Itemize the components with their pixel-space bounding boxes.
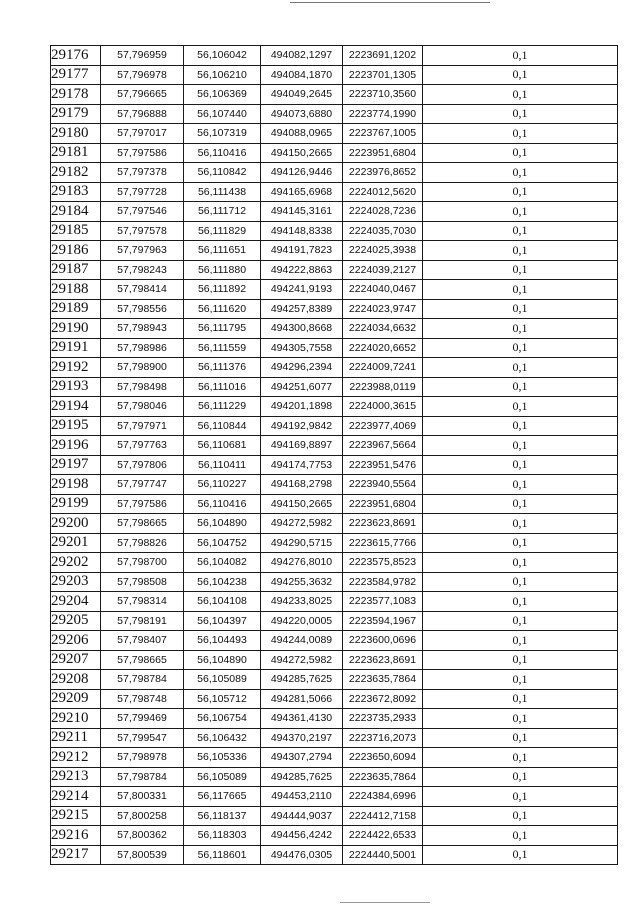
y-coordinate-cell: 2223623,8691 (343, 514, 423, 534)
y-coordinate-cell: 2224440,5001 (343, 845, 423, 865)
table-row (51, 338, 618, 358)
table-row (51, 221, 618, 241)
accuracy-cell: 0,1 (423, 709, 618, 729)
latitude-cell: 57,798784 (101, 670, 184, 690)
point-number-cell: 29206 (51, 631, 101, 651)
accuracy-cell: 0,1 (423, 182, 618, 202)
latitude-cell: 57,798986 (101, 338, 184, 358)
accuracy-cell: 0,1 (423, 221, 618, 241)
x-coordinate-cell: 494300,8668 (261, 319, 343, 339)
latitude-cell: 57,797728 (101, 182, 184, 202)
accuracy-cell: 0,1 (423, 553, 618, 573)
latitude-cell: 57,798978 (101, 748, 184, 768)
point-number-cell: 29213 (51, 767, 101, 787)
longitude-cell: 56,110411 (184, 455, 261, 475)
x-coordinate-cell: 494272,5982 (261, 514, 343, 534)
longitude-cell: 56,104752 (184, 533, 261, 553)
point-number-cell: 29184 (51, 202, 101, 222)
latitude-cell: 57,798784 (101, 767, 184, 787)
y-coordinate-cell: 2223615,7766 (343, 533, 423, 553)
point-number-cell: 29196 (51, 436, 101, 456)
table-row (51, 533, 618, 553)
point-number-cell: 29207 (51, 650, 101, 670)
latitude-cell: 57,798700 (101, 553, 184, 573)
latitude-cell: 57,797963 (101, 241, 184, 261)
accuracy-cell: 0,1 (423, 416, 618, 436)
longitude-cell: 56,104397 (184, 611, 261, 631)
table-row (51, 611, 618, 631)
longitude-cell: 56,107440 (184, 104, 261, 124)
point-number-cell: 29204 (51, 592, 101, 612)
table-row (51, 650, 618, 670)
point-number-cell: 29194 (51, 397, 101, 417)
accuracy-cell: 0,1 (423, 85, 618, 105)
longitude-cell: 56,117665 (184, 787, 261, 807)
point-number-cell: 29186 (51, 241, 101, 261)
coordinates-table-body (51, 46, 618, 865)
y-coordinate-cell: 2224000,3615 (343, 397, 423, 417)
point-number-cell: 29208 (51, 670, 101, 690)
y-coordinate-cell: 2224034,6632 (343, 319, 423, 339)
x-coordinate-cell: 494361,4130 (261, 709, 343, 729)
point-number-cell: 29201 (51, 533, 101, 553)
point-number-cell: 29191 (51, 338, 101, 358)
x-coordinate-cell: 494456,4242 (261, 826, 343, 846)
x-coordinate-cell: 494290,5715 (261, 533, 343, 553)
latitude-cell: 57,798665 (101, 514, 184, 534)
latitude-cell: 57,797586 (101, 494, 184, 514)
y-coordinate-cell: 2223774,1990 (343, 104, 423, 124)
table-row (51, 280, 618, 300)
point-number-cell: 29193 (51, 377, 101, 397)
table-row (51, 787, 618, 807)
point-number-cell: 29198 (51, 475, 101, 495)
x-coordinate-cell: 494126,9446 (261, 163, 343, 183)
latitude-cell: 57,798826 (101, 533, 184, 553)
x-coordinate-cell: 494241,9193 (261, 280, 343, 300)
accuracy-cell: 0,1 (423, 845, 618, 865)
point-number-cell: 29202 (51, 553, 101, 573)
latitude-cell: 57,798748 (101, 689, 184, 709)
longitude-cell: 56,104238 (184, 572, 261, 592)
accuracy-cell: 0,1 (423, 241, 618, 261)
y-coordinate-cell: 2223951,6804 (343, 143, 423, 163)
accuracy-cell: 0,1 (423, 319, 618, 339)
x-coordinate-cell: 494174,7753 (261, 455, 343, 475)
y-coordinate-cell: 2223650,6094 (343, 748, 423, 768)
y-coordinate-cell: 2224412,7158 (343, 806, 423, 826)
y-coordinate-cell: 2224025,3938 (343, 241, 423, 261)
x-coordinate-cell: 494453,2110 (261, 787, 343, 807)
longitude-cell: 56,104890 (184, 514, 261, 534)
y-coordinate-cell: 2223940,5564 (343, 475, 423, 495)
longitude-cell: 56,118303 (184, 826, 261, 846)
accuracy-cell: 0,1 (423, 611, 618, 631)
point-number-cell: 29205 (51, 611, 101, 631)
table-row (51, 709, 618, 729)
accuracy-cell: 0,1 (423, 572, 618, 592)
latitude-cell: 57,798314 (101, 592, 184, 612)
longitude-cell: 56,106369 (184, 85, 261, 105)
longitude-cell: 56,110416 (184, 494, 261, 514)
latitude-cell: 57,797747 (101, 475, 184, 495)
point-number-cell: 29176 (51, 46, 101, 66)
longitude-cell: 56,105712 (184, 689, 261, 709)
table-row (51, 670, 618, 690)
point-number-cell: 29200 (51, 514, 101, 534)
table-row (51, 826, 618, 846)
y-coordinate-cell: 2223716,2073 (343, 728, 423, 748)
x-coordinate-cell: 494192,9842 (261, 416, 343, 436)
table-row (51, 397, 618, 417)
accuracy-cell: 0,1 (423, 163, 618, 183)
y-coordinate-cell: 2223600,0696 (343, 631, 423, 651)
x-coordinate-cell: 494084,1870 (261, 65, 343, 85)
x-coordinate-cell: 494370,2197 (261, 728, 343, 748)
longitude-cell: 56,118601 (184, 845, 261, 865)
table-row (51, 65, 618, 85)
point-number-cell: 29214 (51, 787, 101, 807)
latitude-cell: 57,797378 (101, 163, 184, 183)
y-coordinate-cell: 2223951,6804 (343, 494, 423, 514)
x-coordinate-cell: 494272,5982 (261, 650, 343, 670)
accuracy-cell: 0,1 (423, 787, 618, 807)
y-coordinate-cell: 2224020,6652 (343, 338, 423, 358)
longitude-cell: 56,106432 (184, 728, 261, 748)
latitude-cell: 57,798900 (101, 358, 184, 378)
point-number-cell: 29177 (51, 65, 101, 85)
point-number-cell: 29209 (51, 689, 101, 709)
latitude-cell: 57,798943 (101, 319, 184, 339)
table-row (51, 767, 618, 787)
longitude-cell: 56,104890 (184, 650, 261, 670)
table-row (51, 689, 618, 709)
x-coordinate-cell: 494088,0965 (261, 124, 343, 144)
accuracy-cell: 0,1 (423, 494, 618, 514)
point-number-cell: 29211 (51, 728, 101, 748)
latitude-cell: 57,799469 (101, 709, 184, 729)
y-coordinate-cell: 2223575,8523 (343, 553, 423, 573)
x-coordinate-cell: 494244,0089 (261, 631, 343, 651)
latitude-cell: 57,796888 (101, 104, 184, 124)
table-row (51, 241, 618, 261)
y-coordinate-cell: 2223577,1083 (343, 592, 423, 612)
longitude-cell: 56,105336 (184, 748, 261, 768)
point-number-cell: 29185 (51, 221, 101, 241)
accuracy-cell: 0,1 (423, 124, 618, 144)
point-number-cell: 29187 (51, 260, 101, 280)
x-coordinate-cell: 494073,6880 (261, 104, 343, 124)
x-coordinate-cell: 494191,7823 (261, 241, 343, 261)
point-number-cell: 29210 (51, 709, 101, 729)
y-coordinate-cell: 2223951,5476 (343, 455, 423, 475)
longitude-cell: 56,111376 (184, 358, 261, 378)
accuracy-cell: 0,1 (423, 689, 618, 709)
longitude-cell: 56,105089 (184, 767, 261, 787)
accuracy-cell: 0,1 (423, 806, 618, 826)
table-row (51, 319, 618, 339)
latitude-cell: 57,797763 (101, 436, 184, 456)
table-row (51, 143, 618, 163)
longitude-cell: 56,110842 (184, 163, 261, 183)
x-coordinate-cell: 494145,3161 (261, 202, 343, 222)
table-row (51, 260, 618, 280)
point-number-cell: 29189 (51, 299, 101, 319)
x-coordinate-cell: 494049,2645 (261, 85, 343, 105)
x-coordinate-cell: 494150,2665 (261, 494, 343, 514)
coordinates-table (50, 45, 618, 865)
x-coordinate-cell: 494251,6077 (261, 377, 343, 397)
table-row (51, 494, 618, 514)
table-row (51, 455, 618, 475)
x-coordinate-cell: 494150,2665 (261, 143, 343, 163)
y-coordinate-cell: 2224035,7030 (343, 221, 423, 241)
y-coordinate-cell: 2223988,0119 (343, 377, 423, 397)
longitude-cell: 56,110227 (184, 475, 261, 495)
longitude-cell: 56,111016 (184, 377, 261, 397)
y-coordinate-cell: 2224023,9747 (343, 299, 423, 319)
point-number-cell: 29203 (51, 572, 101, 592)
latitude-cell: 57,798556 (101, 299, 184, 319)
x-coordinate-cell: 494257,8389 (261, 299, 343, 319)
point-number-cell: 29216 (51, 826, 101, 846)
table-row (51, 299, 618, 319)
longitude-cell: 56,110681 (184, 436, 261, 456)
accuracy-cell: 0,1 (423, 104, 618, 124)
y-coordinate-cell: 2224039,2127 (343, 260, 423, 280)
y-coordinate-cell: 2223735,2933 (343, 709, 423, 729)
x-coordinate-cell: 494169,8897 (261, 436, 343, 456)
point-number-cell: 29188 (51, 280, 101, 300)
longitude-cell: 56,111712 (184, 202, 261, 222)
point-number-cell: 29190 (51, 319, 101, 339)
point-number-cell: 29182 (51, 163, 101, 183)
y-coordinate-cell: 2223691,1202 (343, 46, 423, 66)
latitude-cell: 57,796665 (101, 85, 184, 105)
latitude-cell: 57,797971 (101, 416, 184, 436)
accuracy-cell: 0,1 (423, 436, 618, 456)
longitude-cell: 56,106754 (184, 709, 261, 729)
accuracy-cell: 0,1 (423, 631, 618, 651)
latitude-cell: 57,796959 (101, 46, 184, 66)
longitude-cell: 56,111892 (184, 280, 261, 300)
x-coordinate-cell: 494165,6968 (261, 182, 343, 202)
table-row (51, 806, 618, 826)
x-coordinate-cell: 494255,3632 (261, 572, 343, 592)
longitude-cell: 56,110416 (184, 143, 261, 163)
accuracy-cell: 0,1 (423, 280, 618, 300)
longitude-cell: 56,111559 (184, 338, 261, 358)
x-coordinate-cell: 494201,1898 (261, 397, 343, 417)
x-coordinate-cell: 494222,8863 (261, 260, 343, 280)
table-row (51, 85, 618, 105)
latitude-cell: 57,796978 (101, 65, 184, 85)
accuracy-cell: 0,1 (423, 338, 618, 358)
y-coordinate-cell: 2223635,7864 (343, 670, 423, 690)
table-row (51, 46, 618, 66)
table-row (51, 631, 618, 651)
longitude-cell: 56,111229 (184, 397, 261, 417)
latitude-cell: 57,797578 (101, 221, 184, 241)
y-coordinate-cell: 2223710,3560 (343, 85, 423, 105)
latitude-cell: 57,798191 (101, 611, 184, 631)
point-number-cell: 29217 (51, 845, 101, 865)
x-coordinate-cell: 494082,1297 (261, 46, 343, 66)
accuracy-cell: 0,1 (423, 767, 618, 787)
x-coordinate-cell: 494233,8025 (261, 592, 343, 612)
y-coordinate-cell: 2224009,7241 (343, 358, 423, 378)
x-coordinate-cell: 494281,5066 (261, 689, 343, 709)
longitude-cell: 56,111438 (184, 182, 261, 202)
longitude-cell: 56,110844 (184, 416, 261, 436)
point-number-cell: 29179 (51, 104, 101, 124)
accuracy-cell: 0,1 (423, 475, 618, 495)
point-number-cell: 29192 (51, 358, 101, 378)
y-coordinate-cell: 2223584,9782 (343, 572, 423, 592)
table-row (51, 163, 618, 183)
longitude-cell: 56,104082 (184, 553, 261, 573)
table-row (51, 436, 618, 456)
accuracy-cell: 0,1 (423, 670, 618, 690)
x-coordinate-cell: 494285,7625 (261, 767, 343, 787)
point-number-cell: 29181 (51, 143, 101, 163)
table-row (51, 514, 618, 534)
longitude-cell: 56,106210 (184, 65, 261, 85)
point-number-cell: 29183 (51, 182, 101, 202)
x-coordinate-cell: 494148,8338 (261, 221, 343, 241)
accuracy-cell: 0,1 (423, 533, 618, 553)
latitude-cell: 57,800362 (101, 826, 184, 846)
accuracy-cell: 0,1 (423, 143, 618, 163)
accuracy-cell: 0,1 (423, 397, 618, 417)
table-row (51, 845, 618, 865)
x-coordinate-cell: 494220,0005 (261, 611, 343, 631)
accuracy-cell: 0,1 (423, 299, 618, 319)
table-row (51, 748, 618, 768)
y-coordinate-cell: 2223967,5664 (343, 436, 423, 456)
table-row (51, 728, 618, 748)
table-row (51, 572, 618, 592)
table-row (51, 104, 618, 124)
accuracy-cell: 0,1 (423, 650, 618, 670)
bottom-edge-line (340, 902, 430, 903)
x-coordinate-cell: 494296,2394 (261, 358, 343, 378)
y-coordinate-cell: 2224422,6533 (343, 826, 423, 846)
latitude-cell: 57,798046 (101, 397, 184, 417)
latitude-cell: 57,798498 (101, 377, 184, 397)
point-number-cell: 29199 (51, 494, 101, 514)
y-coordinate-cell: 2223976,8652 (343, 163, 423, 183)
accuracy-cell: 0,1 (423, 826, 618, 846)
latitude-cell: 57,797546 (101, 202, 184, 222)
x-coordinate-cell: 494476,0305 (261, 845, 343, 865)
accuracy-cell: 0,1 (423, 748, 618, 768)
y-coordinate-cell: 2223623,8691 (343, 650, 423, 670)
latitude-cell: 57,798414 (101, 280, 184, 300)
table-row (51, 592, 618, 612)
point-number-cell: 29180 (51, 124, 101, 144)
y-coordinate-cell: 2223672,8092 (343, 689, 423, 709)
accuracy-cell: 0,1 (423, 514, 618, 534)
accuracy-cell: 0,1 (423, 260, 618, 280)
table-row (51, 358, 618, 378)
longitude-cell: 56,104108 (184, 592, 261, 612)
table-row (51, 377, 618, 397)
x-coordinate-cell: 494168,2798 (261, 475, 343, 495)
latitude-cell: 57,798508 (101, 572, 184, 592)
table-row (51, 202, 618, 222)
latitude-cell: 57,800539 (101, 845, 184, 865)
x-coordinate-cell: 494444,9037 (261, 806, 343, 826)
table-row (51, 182, 618, 202)
latitude-cell: 57,797806 (101, 455, 184, 475)
table-row (51, 475, 618, 495)
longitude-cell: 56,105089 (184, 670, 261, 690)
longitude-cell: 56,106042 (184, 46, 261, 66)
point-number-cell: 29195 (51, 416, 101, 436)
longitude-cell: 56,111620 (184, 299, 261, 319)
accuracy-cell: 0,1 (423, 455, 618, 475)
accuracy-cell: 0,1 (423, 65, 618, 85)
latitude-cell: 57,798407 (101, 631, 184, 651)
x-coordinate-cell: 494285,7625 (261, 670, 343, 690)
top-edge-line (290, 2, 490, 3)
y-coordinate-cell: 2223635,7864 (343, 767, 423, 787)
point-number-cell: 29178 (51, 85, 101, 105)
y-coordinate-cell: 2223594,1967 (343, 611, 423, 631)
latitude-cell: 57,798665 (101, 650, 184, 670)
point-number-cell: 29212 (51, 748, 101, 768)
y-coordinate-cell: 2224028,7236 (343, 202, 423, 222)
latitude-cell: 57,797017 (101, 124, 184, 144)
latitude-cell: 57,800258 (101, 806, 184, 826)
y-coordinate-cell: 2223701,1305 (343, 65, 423, 85)
table-row (51, 553, 618, 573)
accuracy-cell: 0,1 (423, 592, 618, 612)
longitude-cell: 56,111829 (184, 221, 261, 241)
x-coordinate-cell: 494276,8010 (261, 553, 343, 573)
longitude-cell: 56,111880 (184, 260, 261, 280)
latitude-cell: 57,799547 (101, 728, 184, 748)
accuracy-cell: 0,1 (423, 46, 618, 66)
accuracy-cell: 0,1 (423, 377, 618, 397)
y-coordinate-cell: 2224384,6996 (343, 787, 423, 807)
accuracy-cell: 0,1 (423, 728, 618, 748)
x-coordinate-cell: 494305,7558 (261, 338, 343, 358)
x-coordinate-cell: 494307,2794 (261, 748, 343, 768)
y-coordinate-cell: 2223767,1005 (343, 124, 423, 144)
longitude-cell: 56,118137 (184, 806, 261, 826)
y-coordinate-cell: 2223977,4069 (343, 416, 423, 436)
latitude-cell: 57,798243 (101, 260, 184, 280)
table-row (51, 124, 618, 144)
longitude-cell: 56,111795 (184, 319, 261, 339)
y-coordinate-cell: 2224040,0467 (343, 280, 423, 300)
longitude-cell: 56,104493 (184, 631, 261, 651)
y-coordinate-cell: 2224012,5620 (343, 182, 423, 202)
accuracy-cell: 0,1 (423, 358, 618, 378)
table-row (51, 416, 618, 436)
point-number-cell: 29215 (51, 806, 101, 826)
latitude-cell: 57,800331 (101, 787, 184, 807)
point-number-cell: 29197 (51, 455, 101, 475)
accuracy-cell: 0,1 (423, 202, 618, 222)
longitude-cell: 56,111651 (184, 241, 261, 261)
latitude-cell: 57,797586 (101, 143, 184, 163)
longitude-cell: 56,107319 (184, 124, 261, 144)
